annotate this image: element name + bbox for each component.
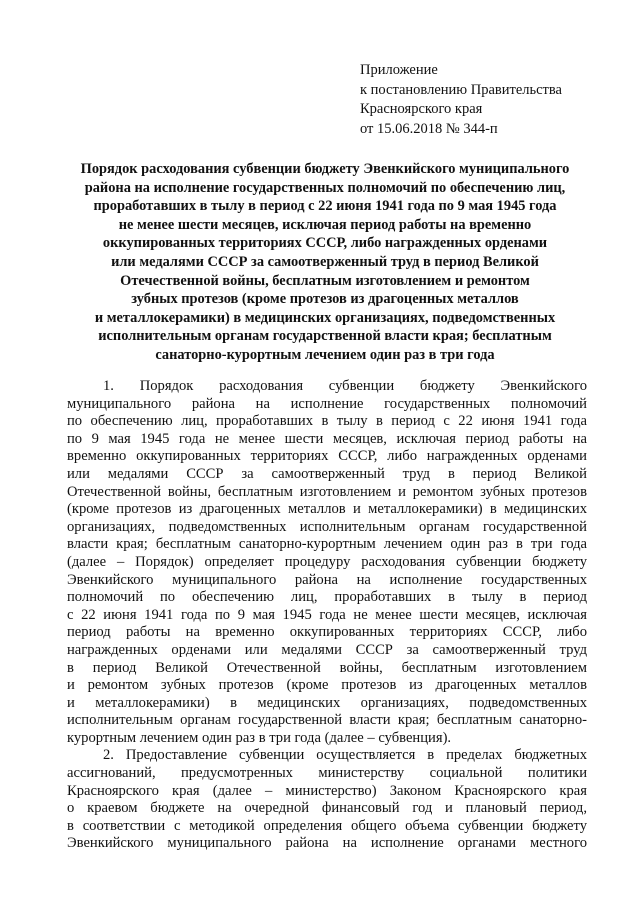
- title-line: Отечественной войны, бесплатным изготовлением и ремонтом: [120, 272, 530, 289]
- title-line: исполнительным органам государственной власти края; бесплатным: [98, 328, 552, 345]
- title-line: не менее шести месяцев, исключая период работы на временно: [118, 216, 532, 233]
- body-line: исполнительным органам государственной власти края; бесплатным санаторно-: [67, 712, 587, 729]
- body-line: по обеспечению лиц, проработавших в тылу в период с 22 июня 1941 года: [67, 413, 587, 430]
- body-line: и металлокерамики) в медицинских организациях, подведомственных: [67, 694, 587, 711]
- title-line: зубных протезов (кроме протезов из драгоценных металлов: [131, 291, 519, 308]
- title-line: района на исполнение государственных полномочий по обеспечению лиц,: [84, 179, 566, 196]
- body-line: временно оккупированных территориях СССР, либо награжденных орденами: [67, 448, 587, 465]
- body-line: по 9 мая 1945 года не менее шести месяцев, исключая период работы на: [67, 430, 587, 447]
- title-line: или медалями СССР за самоотверженный труд в период Великой: [111, 253, 539, 270]
- body-line: Красноярского края (далее – министерство) Законом Красноярского края: [67, 782, 587, 799]
- appendix-line: Красноярского края: [360, 101, 483, 117]
- title-line: проработавших в тылу в период с 22 июня 1941 года по 9 мая 1945 года: [93, 198, 557, 215]
- appendix-header: [360, 61, 562, 139]
- body-line: Отечественной войны, бесплатным изготовлением и ремонтом зубных протезов: [67, 483, 587, 500]
- body-line: (далее – Порядок) определяет процедуру расходования субвенции бюджету: [67, 553, 587, 570]
- body-line: Эвенкийского муниципального района на исполнение органами местного: [67, 835, 587, 852]
- body-line: муниципального района на исполнение государственных полномочий: [67, 395, 587, 412]
- body-line: курортным лечением один раз в три года (далее – субвенция).: [67, 729, 452, 746]
- title-line: оккупированных территориях СССР, либо награжденных орденами: [102, 235, 548, 252]
- document-body: [67, 378, 587, 853]
- body-line: о краевом бюджете на очередной финансовый год и плановый период,: [67, 800, 587, 817]
- body-line: власти края; бесплатным санаторно-курортным лечением один раз в три года: [67, 536, 587, 553]
- body-line: (кроме протезов из драгоценных металлов и металлокерамики) в медицинских: [67, 501, 587, 518]
- document-title: [60, 160, 590, 365]
- title-line: и металлокерамики) в медицинских организациях, подведомственных: [94, 309, 556, 326]
- body-line: полномочий по обеспечению лиц, проработавших в тылу в период: [67, 589, 587, 606]
- body-line: с 22 июня 1941 года по 9 мая 1945 года не менее шести месяцев, исключая: [67, 606, 587, 623]
- body-line: период работы на временно оккупированных территориях СССР, либо: [67, 624, 587, 641]
- appendix-line: Приложение: [360, 62, 438, 78]
- appendix-line: к постановлению Правительства: [360, 81, 562, 98]
- body-line: организациях, подведомственных исполнительным органам государственной: [67, 518, 587, 535]
- body-line: или медалями СССР за самоотверженный труд в период Великой: [67, 465, 587, 482]
- body-line: Эвенкийского муниципального района на исполнение государственных: [67, 571, 587, 588]
- body-line: награжденных орденами или медалями СССР за самоотверженный труд: [67, 641, 587, 658]
- body-line: 2. Предоставление субвенции осуществляется в пределах бюджетных: [103, 747, 587, 764]
- title-line: санаторно-курортным лечением один раз в три года: [155, 346, 495, 363]
- title-line: Порядок расходования субвенции бюджету Эвенкийского муниципального: [80, 161, 570, 177]
- body-line: 1. Порядок расходования субвенции бюджету Эвенкийского: [103, 378, 587, 394]
- body-line: и ремонтом зубных протезов (кроме протезов из драгоценных металлов: [67, 677, 587, 694]
- body-line: в период Великой Отечественной войны, бесплатным изготовлением: [67, 659, 587, 676]
- body-line: ассигнований, предусмотренных министерству социальной политики: [67, 765, 587, 782]
- body-line: в соответствии с методикой определения общего объема субвенции бюджету: [67, 817, 587, 834]
- appendix-line: от 15.06.2018 № 344-п: [360, 120, 498, 137]
